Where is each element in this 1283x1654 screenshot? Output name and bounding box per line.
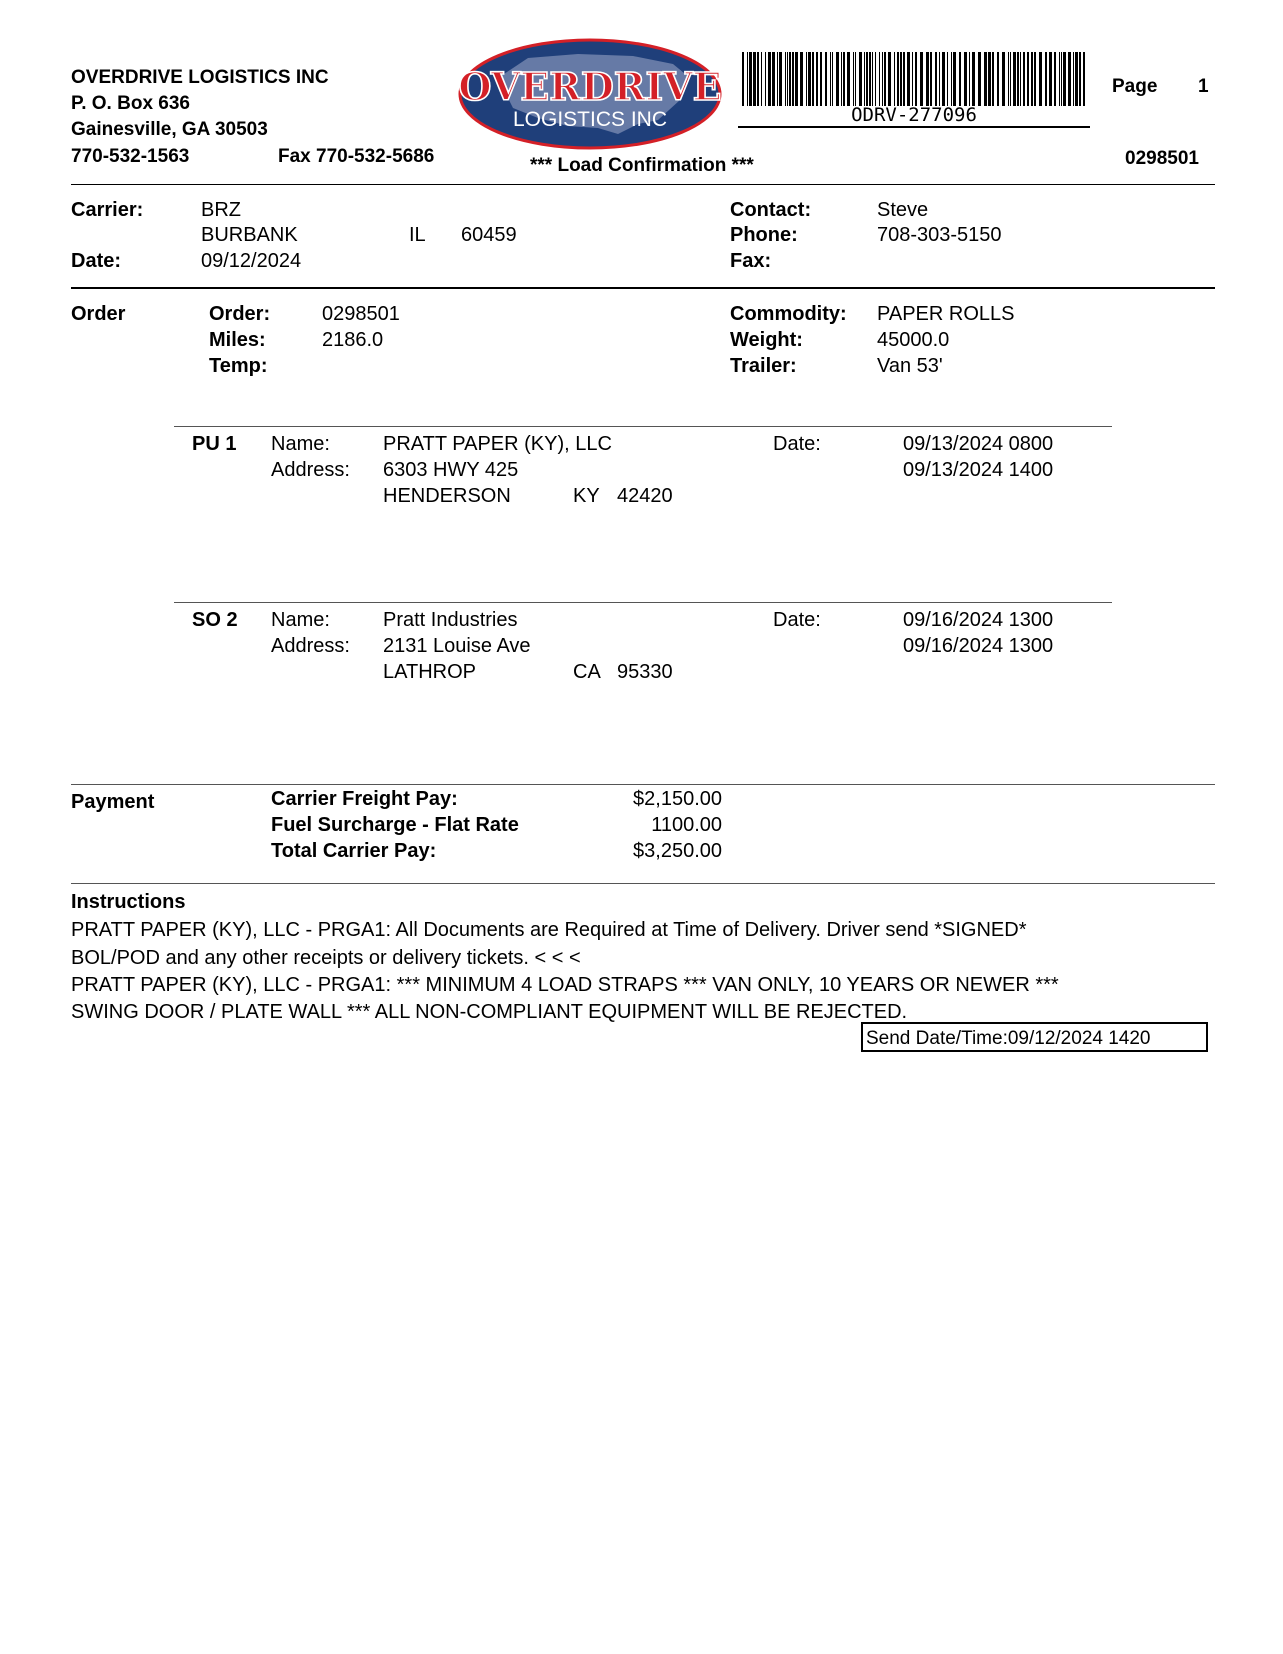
weight-label: Weight: [730, 329, 803, 351]
instructions-label: Instructions [71, 891, 186, 913]
stop-state: CA [573, 661, 601, 683]
payment-total-label: Total Carrier Pay: [271, 840, 437, 862]
company-name: OVERDRIVE LOGISTICS INC [71, 67, 329, 88]
stop-name: Pratt Industries [383, 609, 518, 631]
page-label: Page [1112, 76, 1158, 97]
stop-date-end: 09/16/2024 1300 [903, 635, 1054, 657]
stop-name-label: Name: [271, 433, 330, 455]
phone-label: Phone: [730, 224, 798, 246]
divider [71, 784, 1215, 785]
stop-code: PU 1 [192, 433, 237, 455]
carrier-state: IL [409, 224, 426, 246]
miles-value: 2186.0 [322, 329, 384, 351]
stop-divider [174, 602, 1112, 603]
trailer-label: Trailer: [730, 355, 797, 377]
fax-label: Fax: [730, 250, 772, 272]
carrier-label: Carrier: [71, 199, 144, 221]
instruction-line: PRATT PAPER (KY), LLC - PRGA1: All Documents are Required at Time of Delivery. Driver send *SIGNED* [71, 919, 1027, 941]
trailer-value: Van 53' [877, 355, 943, 377]
payment-total-amount: $3,250.00 [633, 840, 722, 862]
divider [71, 287, 1215, 289]
stop-city: LATHROP [383, 661, 476, 683]
logo-subtitle: LOGISTICS INC [512, 108, 668, 131]
stop-divider [174, 426, 1112, 427]
barcode [740, 52, 1088, 106]
carrier-city: BURBANK [201, 224, 298, 246]
phone-value: 708-303-5150 [877, 224, 1002, 246]
company-address-line-2: Gainesville, GA 30503 [71, 119, 268, 140]
send-datetime-box [861, 1022, 1208, 1052]
stop-date-start: 09/13/2024 0800 [903, 433, 1054, 455]
instruction-line: PRATT PAPER (KY), LLC - PRGA1: *** MINIMUM 4 LOAD STRAPS *** VAN ONLY, 10 YEARS OR NEWER *** [71, 974, 1059, 996]
order-label: Order: [209, 303, 271, 325]
carrier-date-label: Date: [71, 250, 122, 272]
carrier-zip: 60459 [461, 224, 517, 246]
commodity-value: PAPER ROLLS [877, 303, 1015, 325]
company-fax: Fax 770-532-5686 [278, 146, 435, 167]
divider [71, 883, 1215, 884]
company-logo [458, 38, 722, 150]
stop-zip: 95330 [617, 661, 673, 683]
payment-amount: 1100.00 [651, 814, 722, 836]
carrier-date: 09/12/2024 [201, 250, 302, 272]
miles-label: Miles: [209, 329, 266, 351]
stop-date-end: 09/13/2024 1400 [903, 459, 1054, 481]
commodity-label: Commodity: [730, 303, 847, 325]
payment-label: Carrier Freight Pay: [271, 788, 458, 810]
barcode-underline [738, 126, 1090, 128]
stop-date-start: 09/16/2024 1300 [903, 609, 1054, 631]
stop-date-label: Date: [773, 609, 821, 631]
order-section-label: Order [71, 303, 126, 325]
stop-city: HENDERSON [383, 485, 511, 507]
document-title: *** Load Confirmation *** [530, 155, 754, 176]
stop-address-label: Address: [271, 459, 350, 481]
header-order-number: 0298501 [1125, 148, 1199, 169]
payment-label: Fuel Surcharge - Flat Rate [271, 814, 519, 836]
stop-state: KY [573, 485, 600, 507]
logo-wordmark: OVERDRIVE [458, 64, 722, 109]
company-address-line-1: P. O. Box 636 [71, 93, 190, 114]
stop-zip: 42420 [617, 485, 673, 507]
send-datetime: Send Date/Time:09/12/2024 1420 [866, 1028, 1151, 1049]
stop-name: PRATT PAPER (KY), LLC [383, 433, 612, 455]
payment-amount: $2,150.00 [633, 788, 722, 810]
divider [71, 184, 1215, 185]
barcode-text: ODRV-277096 [851, 104, 977, 126]
company-phone: 770-532-1563 [71, 146, 190, 167]
carrier-name: BRZ [201, 199, 241, 221]
stop-street: 2131 Louise Ave [383, 635, 531, 657]
contact-value: Steve [877, 199, 929, 221]
stop-date-label: Date: [773, 433, 821, 455]
page-number: 1 [1198, 76, 1209, 97]
instruction-line: BOL/POD and any other receipts or delivery tickets. < < < [71, 947, 581, 969]
instruction-line: SWING DOOR / PLATE WALL *** ALL NON-COMPLIANT EQUIPMENT WILL BE REJECTED. [71, 1001, 908, 1023]
temp-label: Temp: [209, 355, 268, 377]
payment-section-label: Payment [71, 791, 155, 813]
weight-value: 45000.0 [877, 329, 950, 351]
order-value: 0298501 [322, 303, 400, 325]
stop-name-label: Name: [271, 609, 330, 631]
contact-label: Contact: [730, 199, 812, 221]
stop-street: 6303 HWY 425 [383, 459, 519, 481]
stop-code: SO 2 [192, 609, 238, 631]
stop-address-label: Address: [271, 635, 350, 657]
